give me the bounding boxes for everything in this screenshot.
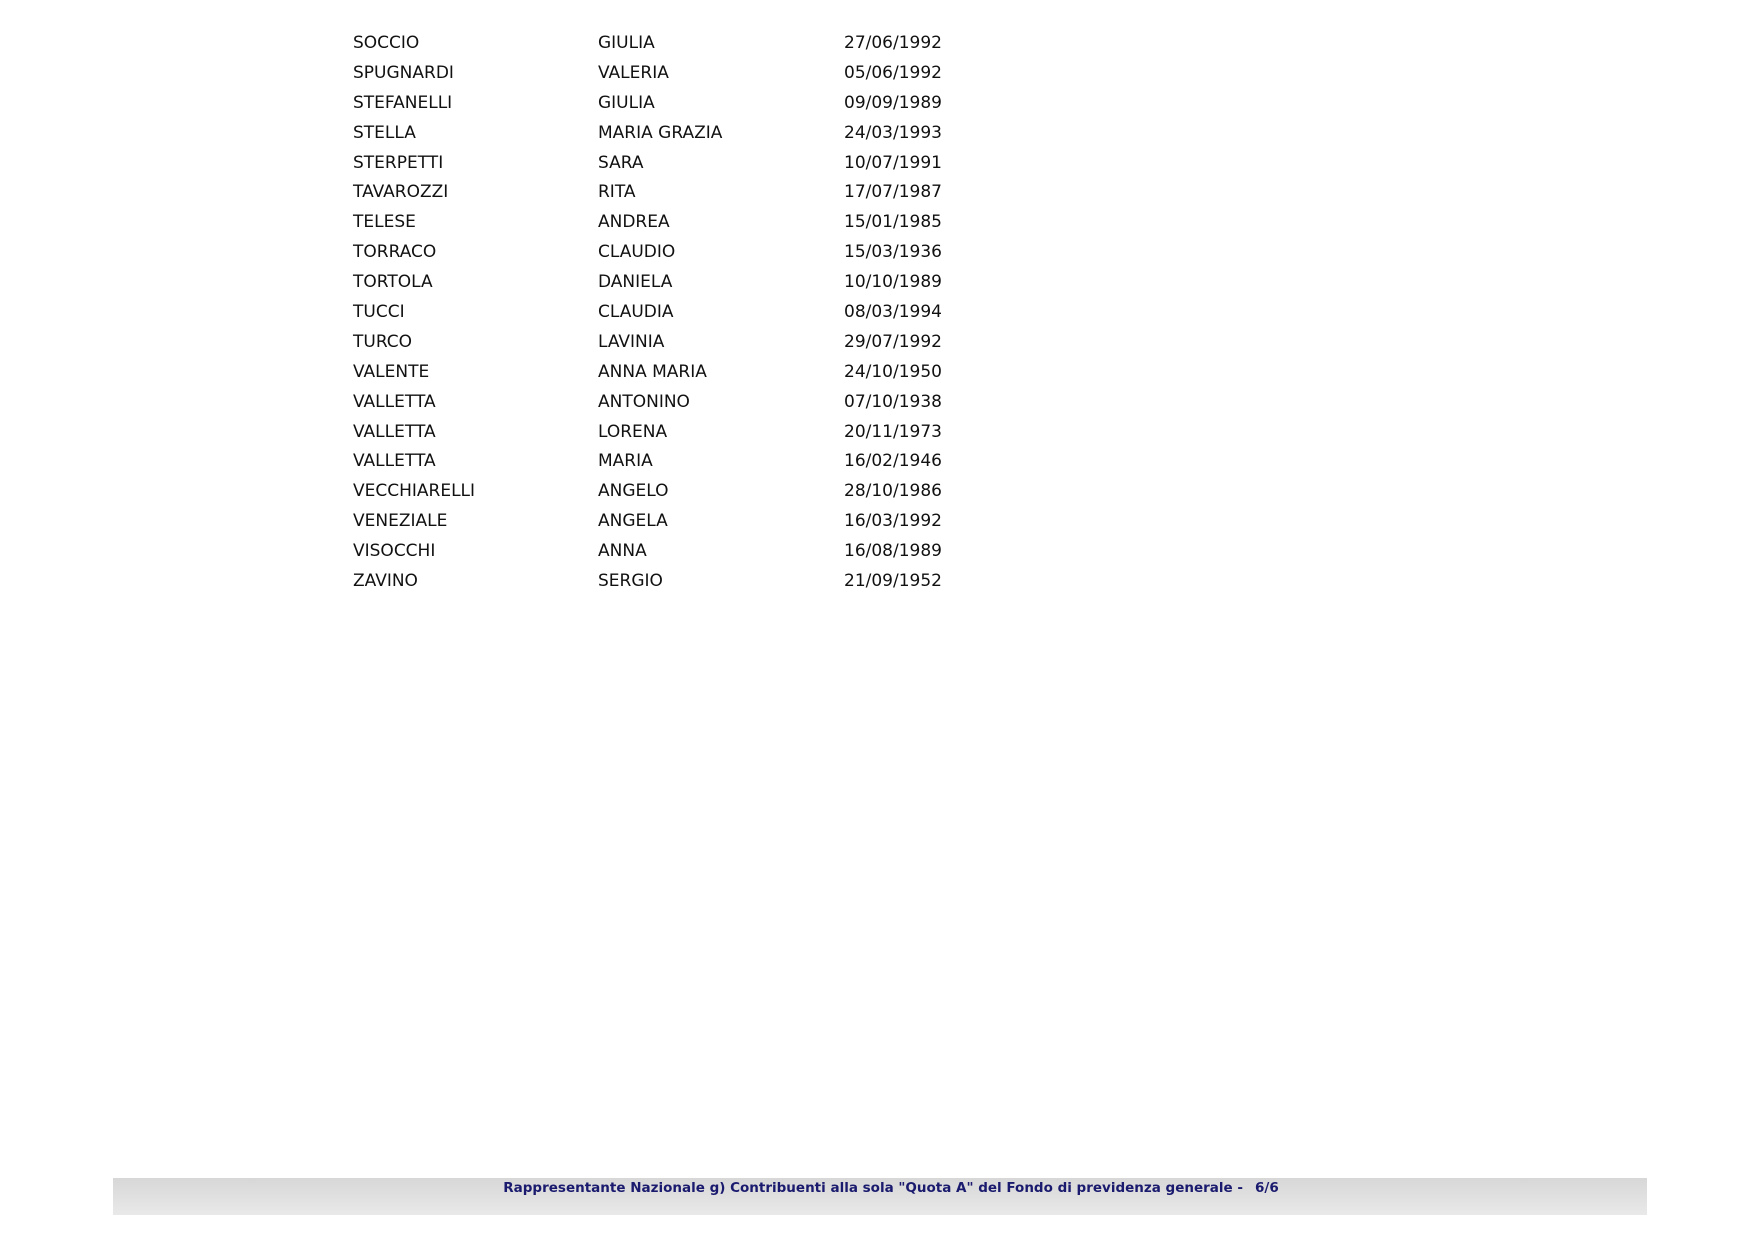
surname-cell: VENEZIALE bbox=[353, 511, 448, 532]
list-item bbox=[353, 28, 1053, 58]
surname-cell: TELESE bbox=[353, 212, 416, 233]
surname-cell: ZAVINO bbox=[353, 570, 418, 591]
first-name-cell: LAVINIA bbox=[598, 331, 665, 352]
list-item bbox=[353, 387, 1053, 417]
surname-cell: VECCHIARELLI bbox=[353, 481, 476, 502]
birth-date-cell: 16/08/1989 bbox=[844, 541, 942, 562]
footer-title: Rappresentante Nazionale g) Contribuenti alla sola "Quota A" del Fondo di previdenza generale - bbox=[503, 1180, 1243, 1196]
list-item bbox=[353, 566, 1053, 596]
surname-cell: VALLETTA bbox=[353, 451, 436, 472]
first-name-cell: RITA bbox=[598, 182, 636, 203]
list-item bbox=[353, 237, 1053, 267]
footer-text bbox=[113, 1178, 1647, 1198]
first-name-cell: ANGELO bbox=[598, 481, 669, 502]
list-item bbox=[353, 297, 1053, 327]
birth-date-cell: 17/07/1987 bbox=[844, 182, 942, 203]
surname-cell: SPUGNARDI bbox=[353, 62, 454, 83]
first-name-cell: DANIELA bbox=[598, 272, 673, 293]
birth-date-cell: 08/03/1994 bbox=[844, 301, 942, 322]
surname-cell: VALLETTA bbox=[353, 391, 436, 412]
list-item bbox=[353, 267, 1053, 297]
first-name-cell: CLAUDIA bbox=[598, 301, 674, 322]
surname-cell: TURCO bbox=[353, 331, 413, 352]
birth-date-cell: 05/06/1992 bbox=[844, 62, 942, 83]
birth-date-cell: 21/09/1952 bbox=[844, 570, 942, 591]
first-name-cell: CLAUDIO bbox=[598, 242, 676, 263]
surname-cell: VISOCCHI bbox=[353, 541, 436, 562]
first-name-cell: MARIA bbox=[598, 451, 653, 472]
first-name-cell: GIULIA bbox=[598, 32, 655, 53]
birth-date-cell: 10/10/1989 bbox=[844, 272, 942, 293]
first-name-cell: LORENA bbox=[598, 421, 668, 442]
list-item bbox=[353, 118, 1053, 148]
list-item bbox=[353, 207, 1053, 237]
birth-date-cell: 24/10/1950 bbox=[844, 361, 942, 382]
surname-cell: STEFANELLI bbox=[353, 92, 453, 113]
first-name-cell: GIULIA bbox=[598, 92, 655, 113]
first-name-cell: ANTONINO bbox=[598, 391, 690, 412]
page-footer bbox=[113, 1178, 1647, 1215]
surname-cell: VALLETTA bbox=[353, 421, 436, 442]
first-name-cell: SERGIO bbox=[598, 570, 663, 591]
birth-date-cell: 16/02/1946 bbox=[844, 451, 942, 472]
surname-cell: TAVAROZZI bbox=[353, 182, 449, 203]
list-item bbox=[353, 177, 1053, 207]
list-item bbox=[353, 536, 1053, 566]
birth-date-cell: 16/03/1992 bbox=[844, 511, 942, 532]
list-item bbox=[353, 417, 1053, 447]
first-name-cell: MARIA GRAZIA bbox=[598, 122, 723, 143]
birth-date-cell: 28/10/1986 bbox=[844, 481, 942, 502]
surname-cell: VALENTE bbox=[353, 361, 430, 382]
birth-date-cell: 29/07/1992 bbox=[844, 331, 942, 352]
birth-date-cell: 15/01/1985 bbox=[844, 212, 942, 233]
surname-cell: STELLA bbox=[353, 122, 416, 143]
list-item bbox=[353, 357, 1053, 387]
first-name-cell: ANDREA bbox=[598, 212, 670, 233]
list-item bbox=[353, 476, 1053, 506]
birth-date-cell: 15/03/1936 bbox=[844, 242, 942, 263]
list-item bbox=[353, 148, 1053, 178]
surname-cell: TORTOLA bbox=[353, 272, 433, 293]
birth-date-cell: 27/06/1992 bbox=[844, 32, 942, 53]
list-item bbox=[353, 88, 1053, 118]
birth-date-cell: 10/07/1991 bbox=[844, 152, 942, 173]
page-number: 6/6 bbox=[1255, 1180, 1279, 1196]
list-item bbox=[353, 506, 1053, 536]
birth-date-cell: 07/10/1938 bbox=[844, 391, 942, 412]
surname-cell: TUCCI bbox=[353, 301, 405, 322]
birth-date-cell: 20/11/1973 bbox=[844, 421, 942, 442]
contributors-list bbox=[353, 28, 1053, 596]
first-name-cell: VALERIA bbox=[598, 62, 669, 83]
list-item bbox=[353, 327, 1053, 357]
surname-cell: STERPETTI bbox=[353, 152, 444, 173]
first-name-cell: ANGELA bbox=[598, 511, 668, 532]
first-name-cell: ANNA bbox=[598, 541, 647, 562]
list-item bbox=[353, 446, 1053, 476]
first-name-cell: ANNA MARIA bbox=[598, 361, 707, 382]
surname-cell: SOCCIO bbox=[353, 32, 420, 53]
surname-cell: TORRACO bbox=[353, 242, 437, 263]
birth-date-cell: 24/03/1993 bbox=[844, 122, 942, 143]
list-item bbox=[353, 58, 1053, 88]
first-name-cell: SARA bbox=[598, 152, 644, 173]
birth-date-cell: 09/09/1989 bbox=[844, 92, 942, 113]
